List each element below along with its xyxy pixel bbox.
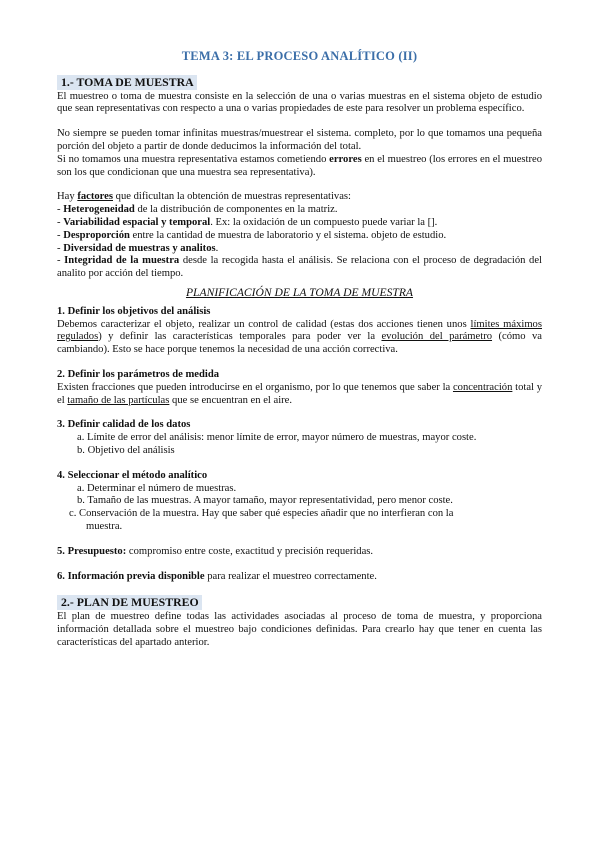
factor-item: - Heterogeneidad de la distribución de componentes en la matriz. bbox=[57, 204, 338, 216]
step-heading: 2. Definir los parámetros de medida bbox=[57, 368, 220, 380]
factor-item: - Desproporción entre la cantidad de muestra de laboratorio y el sistema. objeto de estudio. bbox=[57, 229, 447, 241]
list-item: a. Límite de error del análisis: menor límite de error, mayor número de muestras, mayor coste. bbox=[77, 432, 477, 444]
step-heading: 1. Definir los objetivos del análisis bbox=[57, 305, 211, 317]
list-item: a. Determinar el número de muestras. bbox=[77, 482, 237, 494]
planning-heading: PLANIFICACIÓN DE LA TOMA DE MUESTRA bbox=[185, 285, 414, 299]
paragraph-plan: El plan de muestreo define todas las actividades asociadas al proceso de toma de muestra, y proporciona información detallada sobre el muestreo bajo condiciones definidas. Para crearlo hay que tener en cuenta las características del apartado anterior. bbox=[57, 611, 542, 648]
step-budget: 5. Presupuesto: compromiso entre coste, exactitud y precisión requeridas. bbox=[57, 545, 374, 557]
section-heading-plan-de-muestreo: 2.- PLAN DE MUESTREO bbox=[57, 595, 202, 610]
list-item: b. Objetivo del análisis bbox=[77, 444, 175, 456]
page-title: TEMA 3: EL PROCESO ANALÍTICO (II) bbox=[181, 49, 418, 63]
step-heading: 3. Definir calidad de los datos bbox=[57, 419, 191, 431]
document-page bbox=[57, 50, 542, 649]
factor-item: - Diversidad de muestras y analitos. bbox=[57, 242, 219, 254]
factor-item: - Integridad de la muestra desde la recogida hasta el análisis. Se relaciona con el proceso de degradación del analito por acción del tiempo. bbox=[57, 255, 542, 280]
paragraph-definition: El muestreo o toma de muestra consiste en la selección de una o varias muestras en el sistema objeto de estudio que sean representativas con respecto a una o varias propiedades de este para resolver un problema específico. bbox=[57, 90, 542, 115]
paragraph-infinite-samples: No siempre se pueden tomar infinitas muestras/muestrear el sistema. completo, por lo que tomamos una pequeña porción del objeto a partir de donde deducimos la información del total. bbox=[57, 128, 542, 152]
list-item-continuation: muestra. bbox=[86, 520, 123, 532]
paragraph-factors: Hay factores que dificultan la obtención de muestras representativas: bbox=[57, 191, 351, 203]
list-item: b. Tamaño de las muestras. A mayor tamaño, mayor representatividad, pero menor coste. bbox=[77, 495, 453, 507]
section-heading-toma-de-muestra: 1.- TOMA DE MUESTRA bbox=[57, 75, 197, 90]
factor-item: - Variabilidad espacial y temporal. Ex: la oxidación de un compuesto puede variar la []. bbox=[57, 216, 438, 228]
step-body: Debemos caracterizar el objeto, realizar un control de calidad (estas dos acciones tienen unos límites máximos regulados) y definir las características temporales para poder ver la evolución del parámetro (cómo va cambiando). Esto se hace porque tenemos la necesidad de una acción correctiva. bbox=[57, 318, 542, 356]
step-body: Existen fracciones que pueden introducirse en el organismo, por lo que tenemos que saber la concentración total y el tamaño de las partículas que se encuentran en el aire. bbox=[57, 381, 542, 406]
list-item: c. Conservación de la muestra. Hay que saber qué especies añadir que no interfieran con la bbox=[69, 508, 454, 520]
step-heading: 4. Seleccionar el método analítico bbox=[57, 469, 208, 481]
paragraph-errors: Si no tomamos una muestra representativa estamos cometiendo errores en el muestreo (los errores en el muestreo son los que condicionan que una muestra sea representativa). bbox=[57, 153, 543, 178]
step-prior-info: 6. Información previa disponible para realizar el muestreo correctamente. bbox=[57, 570, 377, 582]
